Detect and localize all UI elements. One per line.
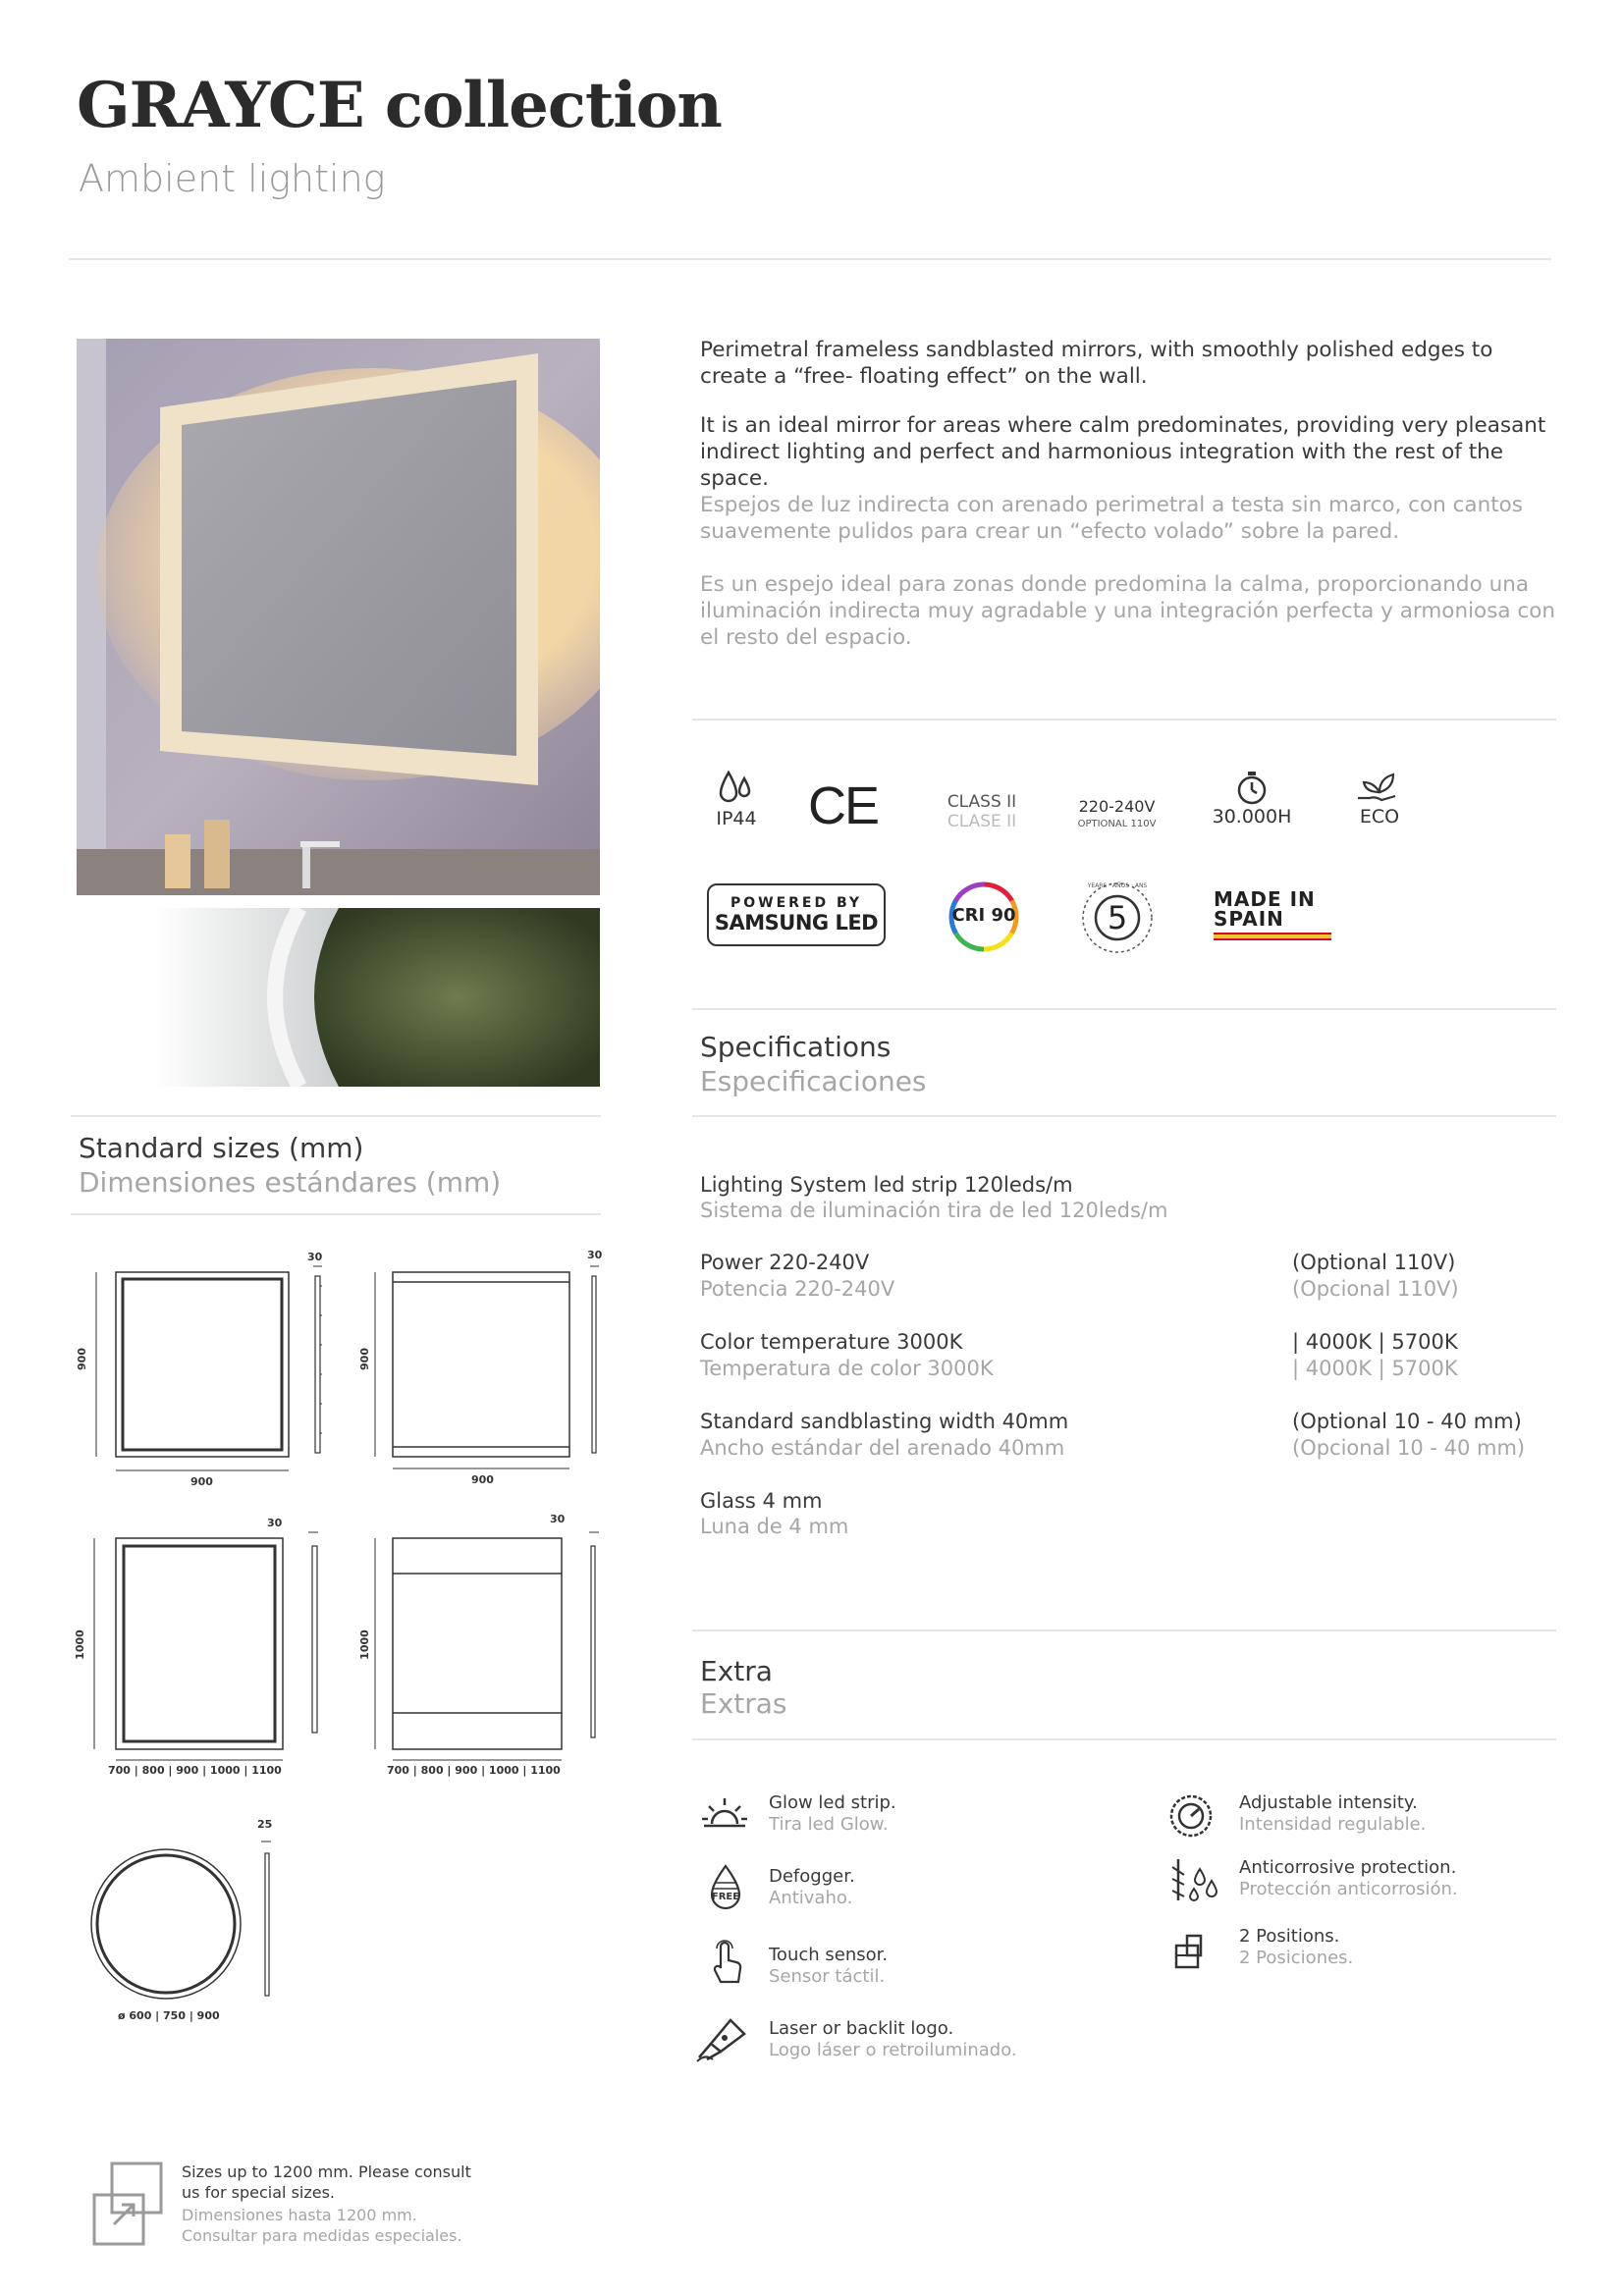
pen-icon	[695, 2014, 750, 2063]
d2-width: 900	[471, 1473, 494, 1486]
sizes-title: Standard sizes (mm)	[79, 1132, 364, 1164]
spain-flag-bar	[1214, 933, 1331, 940]
warranty-badge	[1080, 881, 1155, 955]
extra-glow: Glow led strip.	[769, 1792, 896, 1813]
class-en-label: CLASS II	[947, 792, 1017, 812]
d1-thickness: 30	[307, 1251, 323, 1263]
extra-glow-es: Tira led Glow.	[769, 1814, 889, 1835]
spec-power-optional: (Optional 110V)	[1292, 1251, 1456, 1274]
defogger-badge-text: FREE	[711, 1892, 740, 1902]
extra-logo-es: Logo láser o retroiluminado.	[769, 2040, 1017, 2060]
made-in-label: MADE IN	[1214, 887, 1316, 911]
sizes-divider	[71, 1213, 601, 1215]
spec-color-temp-optional: | 4000K | 5700K	[1292, 1330, 1458, 1354]
extra-touch: Touch sensor.	[769, 1945, 889, 1965]
size-diagram-rect-2	[353, 1513, 609, 1782]
extra-intensity-es: Intensidad regulable.	[1239, 1814, 1427, 1835]
warranty-number: 5	[1107, 899, 1128, 936]
positions-icon	[1172, 1932, 1212, 1971]
d3-width: 700 | 800 | 900 | 1000 | 1100	[108, 1764, 282, 1777]
d5-diameter: ø 600 | 750 | 900	[118, 2009, 220, 2022]
dial-icon	[1166, 1792, 1216, 1838]
samsung-bottom-label: SAMSUNG LED	[714, 911, 879, 934]
spec-sandblasting: Standard sandblasting width 40mm	[700, 1410, 1069, 1433]
made-in-spain-badge	[1214, 889, 1331, 940]
anticorrosion-icon	[1168, 1855, 1219, 1904]
extra-anticorrosion-es: Protección anticorrosión.	[1239, 1879, 1458, 1899]
d4-width: 700 | 800 | 900 | 1000 | 1100	[387, 1764, 561, 1777]
spec-glass: Glass 4 mm	[700, 1489, 823, 1513]
extra-top-divider	[692, 1629, 1556, 1631]
samsung-top-label: POWERED BY	[730, 895, 863, 911]
class-ii-badge	[938, 792, 1026, 831]
spec-lighting-es: Sistema de iluminación tira de led 120leds/m	[700, 1199, 1168, 1222]
glow-icon	[700, 1794, 749, 1839]
cri-label: CRI 90	[951, 905, 1016, 926]
page-subtitle: Ambient lighting	[79, 157, 386, 200]
extra-title: Extra	[700, 1655, 773, 1687]
samsung-led-badge	[707, 883, 886, 946]
water-drop-icon	[707, 769, 766, 808]
specs-divider	[692, 1115, 1556, 1117]
extra-anticorrosion: Anticorrosive protection.	[1239, 1857, 1457, 1878]
footer-note-en: Sizes up to 1200 mm. Please consult us for special sizes.	[182, 2163, 471, 2202]
spec-power-es: Potencia 220-240V	[700, 1277, 895, 1301]
cri-badge	[946, 879, 1022, 955]
size-diagram-round	[79, 1816, 295, 2032]
extra-positions-es: 2 Posiciones.	[1239, 1948, 1354, 1968]
eco-badge	[1350, 769, 1409, 828]
description-es-2: Es un espejo ideal para zonas donde predomina la calma, proporcionando una iluminación indirecta muy agradable y una integración perfecta y armoniosa con el resto del espacio.	[700, 572, 1556, 650]
extra-intensity: Adjustable intensity.	[1239, 1792, 1418, 1813]
voltage-label: 220-240V	[1078, 797, 1156, 816]
product-photo	[77, 339, 600, 895]
size-diagram-square-1	[69, 1247, 344, 1492]
warranty-ring-text: YEARS · AÑOS · ANS	[1087, 882, 1148, 889]
defogger-icon	[704, 1863, 747, 1912]
d4-height: 1000	[357, 1629, 371, 1660]
spec-glass-es: Luna de 4 mm	[700, 1515, 849, 1538]
description-es-1: Espejos de luz indirecta con arenado perimetral a testa sin marco, con cantos suavemente pulidos para crear un “efecto volado” sobre la pared.	[700, 493, 1523, 544]
description-en-2: It is an ideal mirror for areas where calm predominates, providing very pleasant indirect lighting and perfect and harmonious integration with the rest of the space.	[700, 413, 1546, 491]
size-diagram-rect-1	[69, 1517, 344, 1782]
spec-power-optional-es: (Opcional 110V)	[1292, 1277, 1459, 1301]
extra-positions: 2 Positions.	[1239, 1926, 1340, 1947]
sizes-title-es: Dimensiones estándares (mm)	[79, 1166, 502, 1199]
extra-defogger: Defogger.	[769, 1866, 855, 1887]
spec-lighting: Lighting System led strip 120leds/m	[700, 1173, 1073, 1197]
stopwatch-icon	[1203, 769, 1301, 806]
ce-mark: CE	[808, 776, 879, 835]
ip44-label: IP44	[716, 808, 757, 829]
d2-thickness: 30	[587, 1249, 603, 1261]
hours-badge	[1203, 769, 1301, 828]
resize-icon	[90, 2160, 169, 2248]
d2-height: 900	[357, 1348, 371, 1370]
touch-icon	[709, 1939, 744, 1988]
d4-thickness: 30	[550, 1513, 566, 1525]
description-en-1: Perimetral frameless sandblasted mirrors, with smoothly polished edges to create a “free- floating effect” on the wall.	[700, 338, 1493, 389]
specifications-title-es: Especificaciones	[700, 1065, 927, 1097]
leaf-hand-icon	[1350, 769, 1409, 806]
voltage-badge	[1065, 797, 1168, 829]
extra-title-es: Extras	[700, 1687, 787, 1720]
extra-defogger-es: Antivaho.	[769, 1888, 853, 1908]
extra-logo: Laser or backlit logo.	[769, 2018, 954, 2039]
sizes-top-divider	[71, 1115, 601, 1117]
d3-height: 1000	[73, 1629, 86, 1660]
ip44-badge	[707, 769, 766, 829]
spain-label: SPAIN	[1214, 907, 1284, 931]
d1-width: 900	[190, 1475, 213, 1488]
voltage-optional-label: OPTIONAL 110V	[1077, 819, 1157, 829]
d3-thickness: 30	[267, 1517, 283, 1529]
spec-power: Power 220-240V	[700, 1251, 870, 1274]
spec-color-temp-es: Temperatura de color 3000K	[700, 1357, 994, 1380]
header-divider	[69, 258, 1551, 260]
certs-divider	[692, 1008, 1556, 1010]
spec-sandblasting-es: Ancho estándar del arenado 40mm	[700, 1436, 1065, 1460]
hours-label: 30.000H	[1212, 806, 1292, 828]
detail-photo	[152, 908, 600, 1087]
description-divider	[692, 719, 1556, 721]
extra-divider	[692, 1738, 1556, 1740]
spec-color-temp: Color temperature 3000K	[700, 1330, 963, 1354]
class-es-label: CLASE II	[947, 812, 1017, 831]
footer-note-es: Dimensiones hasta 1200 mm. Consultar para medidas especiales.	[182, 2206, 462, 2245]
specifications-title: Specifications	[700, 1031, 892, 1063]
spec-color-temp-optional-es: | 4000K | 5700K	[1292, 1357, 1458, 1380]
extra-touch-es: Sensor táctil.	[769, 1966, 886, 1987]
eco-label: ECO	[1359, 806, 1400, 828]
page-title: GRAYCE collection	[77, 69, 722, 142]
spec-sandblasting-optional-es: (Opcional 10 - 40 mm)	[1292, 1436, 1526, 1460]
d1-height: 900	[75, 1348, 88, 1370]
size-diagram-square-2	[353, 1247, 609, 1492]
spec-sandblasting-optional: (Optional 10 - 40 mm)	[1292, 1410, 1522, 1433]
d5-thickness: 25	[257, 1818, 273, 1831]
